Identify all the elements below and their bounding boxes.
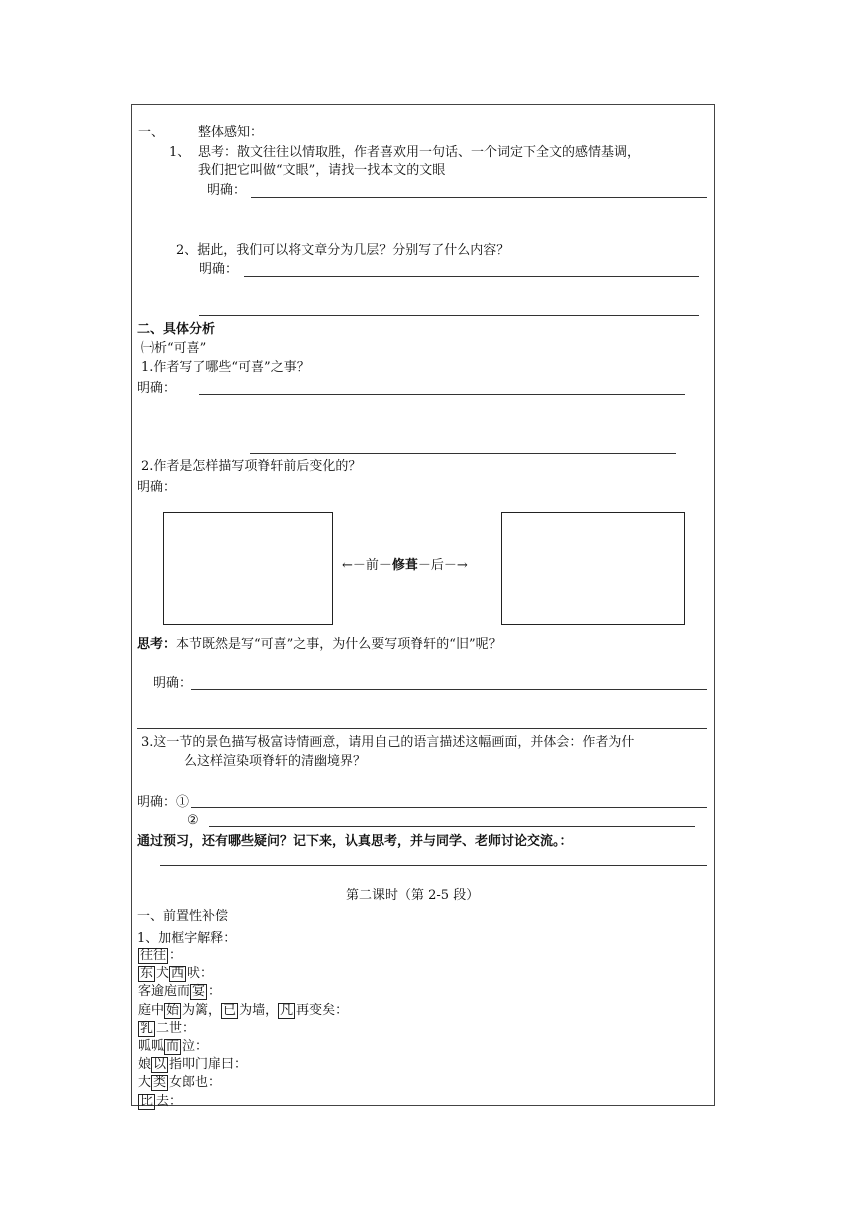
vocab-text: ： <box>208 984 222 1000</box>
vocab-text: 庭中 <box>138 1002 165 1018</box>
preview-answer-line[interactable] <box>160 865 707 866</box>
boxed-character: 乳 <box>140 1020 154 1036</box>
boxed-character: 往往 <box>140 948 167 963</box>
flow-after-arrow: －后－→ <box>417 558 468 573</box>
vocab-row <box>138 948 182 964</box>
vocab-text: 泣： <box>182 1039 209 1054</box>
s2-q1-answer-label: 明确： <box>137 381 177 396</box>
boxed-character: 宴 <box>192 984 206 1000</box>
think-answer-line-1[interactable] <box>191 689 707 690</box>
think-text: 本节既然是写“可喜”之事，为什么要写项脊轩的“旧”呢？ <box>176 637 502 652</box>
q2-answer-label: 明确： <box>199 262 239 277</box>
after-box[interactable] <box>501 512 685 625</box>
s2-q3-text-line1: 3.这一节的景色描写极富诗情画意，请用自己的语言描述这幅画面，并体会：作者为什 <box>141 735 635 750</box>
boxed-character: 始 <box>166 1002 180 1018</box>
vocab-text: 大 <box>138 1075 152 1091</box>
q1-text-line2: 我们把它叫做“文眼”，请找一找本文的文眼 <box>198 163 446 178</box>
vocab-text: 吠： <box>187 966 214 982</box>
vocab-text: 二世： <box>156 1020 196 1036</box>
lesson2-item-title: 1、加框字解释： <box>137 931 237 946</box>
section1-title: 整体感知： <box>198 125 264 140</box>
boxed-character: 凡 <box>280 1002 294 1018</box>
vocab-row <box>138 984 221 1000</box>
boxed-character: 西 <box>171 966 185 982</box>
lesson2-section-title: 一、前置性补偿 <box>137 909 229 924</box>
vocab-text: 娘 <box>138 1057 152 1073</box>
q2-answer-line-1[interactable] <box>244 276 699 277</box>
preview-questions-prompt: 通过预习，还有哪些疑问？记下来，认真思考，并与同学、老师讨论交流。： <box>137 834 573 849</box>
vocab-text: 再变矣： <box>296 1002 349 1018</box>
vocab-text: ： <box>169 948 183 963</box>
s2-q1-answer-line-2[interactable] <box>250 453 676 454</box>
boxed-character: 已 <box>223 1002 237 1018</box>
vocab-text: 客逾庖而 <box>138 984 191 1000</box>
boxed-character: 而 <box>166 1039 180 1054</box>
boxed-character: 比 <box>140 1093 154 1109</box>
vocab-row <box>138 966 213 982</box>
vocab-row <box>138 1094 182 1110</box>
vocab-text: 呱呱 <box>138 1039 165 1054</box>
vocab-text: 为墙， <box>239 1002 279 1018</box>
s2-q3-answer-label-2: ② <box>187 813 199 828</box>
s2-q3-answer-label: 明确：① <box>137 795 190 810</box>
q1-answer-line[interactable] <box>251 197 707 198</box>
section1-number: 一、 <box>138 125 165 140</box>
q1-answer-label: 明确： <box>207 183 247 198</box>
think-label: 思考： <box>137 637 177 652</box>
before-box[interactable] <box>163 512 333 625</box>
renovation-flow <box>342 558 468 574</box>
vocab-row <box>138 1075 221 1091</box>
s2-q2-text: 2.作者是怎样描写项脊轩前后变化的？ <box>141 459 362 474</box>
think-answer-label: 明确： <box>153 676 193 691</box>
s2-q1-text: 1.作者写了哪些“可喜”之事？ <box>141 360 310 375</box>
s2-q3-answer-line-2[interactable] <box>209 826 695 827</box>
flow-renovate-label: 修葺 <box>391 558 418 573</box>
vocab-text: 女郎也： <box>169 1075 222 1091</box>
flow-before-arrow: ←－前－ <box>342 558 392 573</box>
boxed-character: 类 <box>153 1075 167 1091</box>
vocab-text: 为篱， <box>182 1002 222 1018</box>
s2-q2-answer-label: 明确： <box>137 480 177 495</box>
vocab-text: 犬 <box>156 966 170 982</box>
s2-q3-answer-line-1[interactable] <box>191 807 707 808</box>
q2-text: 2、据此，我们可以将文章分为几层？分别写了什么内容？ <box>176 243 510 258</box>
lesson2-title: 第二课时（第 2-5 段） <box>346 888 480 903</box>
q1-number: 1、 <box>169 145 191 160</box>
section2-title: 二、具体分析 <box>137 322 216 337</box>
boxed-character: 以 <box>153 1057 167 1073</box>
vocab-text: 去： <box>156 1093 183 1109</box>
think-question <box>137 637 502 653</box>
vocab-row <box>138 1039 208 1055</box>
s2-q3-text-line2: 么这样渲染项脊轩的清幽境界？ <box>184 754 367 769</box>
q2-answer-line-2[interactable] <box>199 315 699 316</box>
q1-text-line1: 思考：散文往往以情取胜，作者喜欢用一句话、一个词定下全文的感情基调， <box>198 145 641 160</box>
vocab-row <box>138 1021 195 1037</box>
s2-q1-answer-line-1[interactable] <box>199 394 685 395</box>
boxed-character: 东 <box>140 966 154 982</box>
vocab-row <box>138 1003 348 1019</box>
vocab-row <box>138 1057 247 1073</box>
think-answer-line-2[interactable] <box>137 728 707 729</box>
vocab-text: 指叩门扉曰： <box>169 1057 248 1073</box>
section2-sub1: ㈠析“可喜” <box>141 341 207 356</box>
